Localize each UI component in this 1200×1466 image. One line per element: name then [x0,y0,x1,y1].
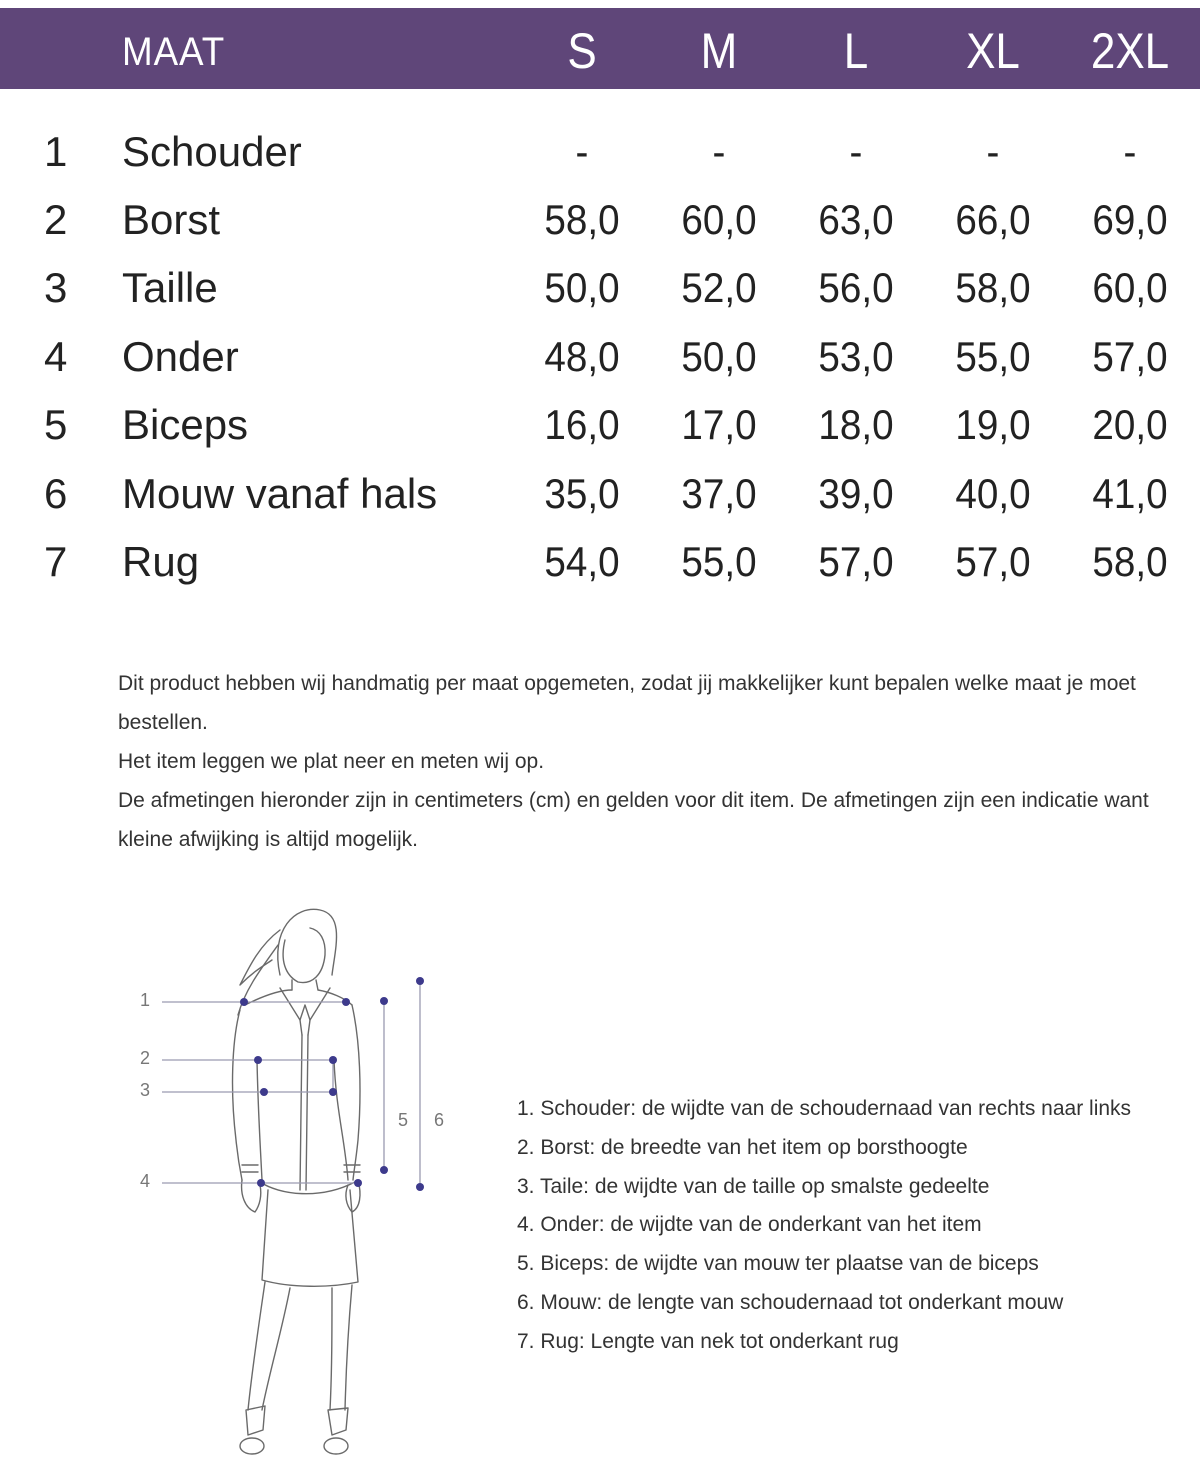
cell-value: 60,0 [1092,264,1168,311]
row-number: 4 [44,333,68,380]
legend-item: 1. Schouder: de wijdte van de schoudernaad van rechts naar links [517,1097,1132,1120]
cell-value: 55,0 [955,333,1031,380]
cell-value: 69,0 [1092,196,1168,243]
cell-value: - [849,128,863,175]
cell-value: - [575,128,589,175]
table-row [0,401,1200,469]
size-l-header: L [843,23,869,79]
row-number: 1 [44,128,68,175]
cell-value: 52,0 [681,264,757,311]
legend-item: 4. Onder: de wijdte van de onderkant van het item [517,1213,982,1237]
row-label: Rug [122,538,200,585]
description-paragraph: Dit product hebben wij handmatig per maat opgemeten, zodat jij makkelijker kunt bepalen welke maat je moet bestellen. [118,672,1136,734]
legend-item: 3. Taile: de wijdte van de taille op smalste gedeelte [517,1174,990,1198]
cell-value: 16,0 [544,401,620,448]
figure-marker-4: 4 [140,1171,151,1191]
size-m-header: M [700,23,738,79]
table-row [0,538,1200,606]
table-row [0,470,1200,538]
cell-value: 17,0 [681,401,757,448]
row-label: Taille [122,264,218,311]
cell-value: 35,0 [544,470,620,517]
size-2xl-header: 2XL [1090,23,1170,79]
size-xl-header: XL [966,23,1020,79]
cell-value: 20,0 [1092,401,1168,448]
cell-value: - [712,128,726,175]
figure-marker-5: 5 [398,1110,409,1130]
cell-value: 56,0 [818,264,894,311]
cell-value: 58,0 [1092,538,1168,585]
description-paragraph: De afmetingen hieronder zijn in centimeters (cm) en gelden voor dit item. De afmetingen zijn een indicatie want kleine afwijking is altijd mogelijk. [118,789,1149,851]
header-title: MAAT [122,30,226,74]
table-row [0,128,1200,196]
cell-value: 55,0 [681,538,757,585]
cell-value: - [1123,128,1137,175]
cell-value: 39,0 [818,470,894,517]
figure-marker-3: 3 [140,1080,151,1100]
cell-value: 54,0 [544,538,620,585]
cell-value: 50,0 [681,333,757,380]
cell-value: 37,0 [681,470,757,517]
table-row [0,333,1200,401]
row-number: 5 [44,401,68,448]
cell-value: 41,0 [1092,470,1168,517]
cell-value: 18,0 [818,401,894,448]
row-number: 6 [44,470,68,517]
cell-value: 57,0 [818,538,894,585]
figure-marker-6: 6 [434,1110,445,1130]
row-number: 7 [44,538,68,585]
cell-value: 19,0 [955,401,1031,448]
woman-outline-illustration [120,890,460,1461]
cell-value: 53,0 [818,333,894,380]
cell-value: 58,0 [544,196,620,243]
cell-value: 50,0 [544,264,620,311]
cell-value: 57,0 [1092,333,1168,380]
cell-value: 66,0 [955,196,1031,243]
size-header [0,8,1200,89]
row-label: Biceps [122,401,249,448]
cell-value: 60,0 [681,196,757,243]
size-s-header: S [567,23,597,79]
legend-item: 5. Biceps: de wijdte van mouw ter plaatse van de biceps [517,1252,1039,1276]
measurement-figure [120,890,460,1461]
measurement-description [118,664,1198,859]
table-row [0,196,1200,264]
cell-value: - [986,128,1000,175]
row-label: Onder [122,333,239,380]
legend-item: 6. Mouw: de lengte van schoudernaad tot onderkant mouw [517,1290,1064,1314]
cell-value: 57,0 [955,538,1031,585]
cell-value: 48,0 [544,333,620,380]
figure-marker-1: 1 [140,990,151,1010]
row-label: Borst [122,196,221,243]
cell-value: 58,0 [955,264,1031,311]
row-label: Mouw vanaf hals [122,470,438,517]
table-row [0,264,1200,332]
measurement-legend [517,1090,1131,1362]
description-paragraph: Het item leggen we plat neer en meten wij op. [118,750,545,773]
legend-item: 7. Rug: Lengte van nek tot onderkant rug [517,1329,899,1353]
figure-marker-2: 2 [140,1048,151,1068]
row-label: Schouder [122,128,302,175]
cell-value: 40,0 [955,470,1031,517]
legend-item: 2. Borst: de breedte van het item op borsthoogte [517,1135,968,1159]
cell-value: 63,0 [818,196,894,243]
row-number: 3 [44,264,68,311]
row-number: 2 [44,196,68,243]
